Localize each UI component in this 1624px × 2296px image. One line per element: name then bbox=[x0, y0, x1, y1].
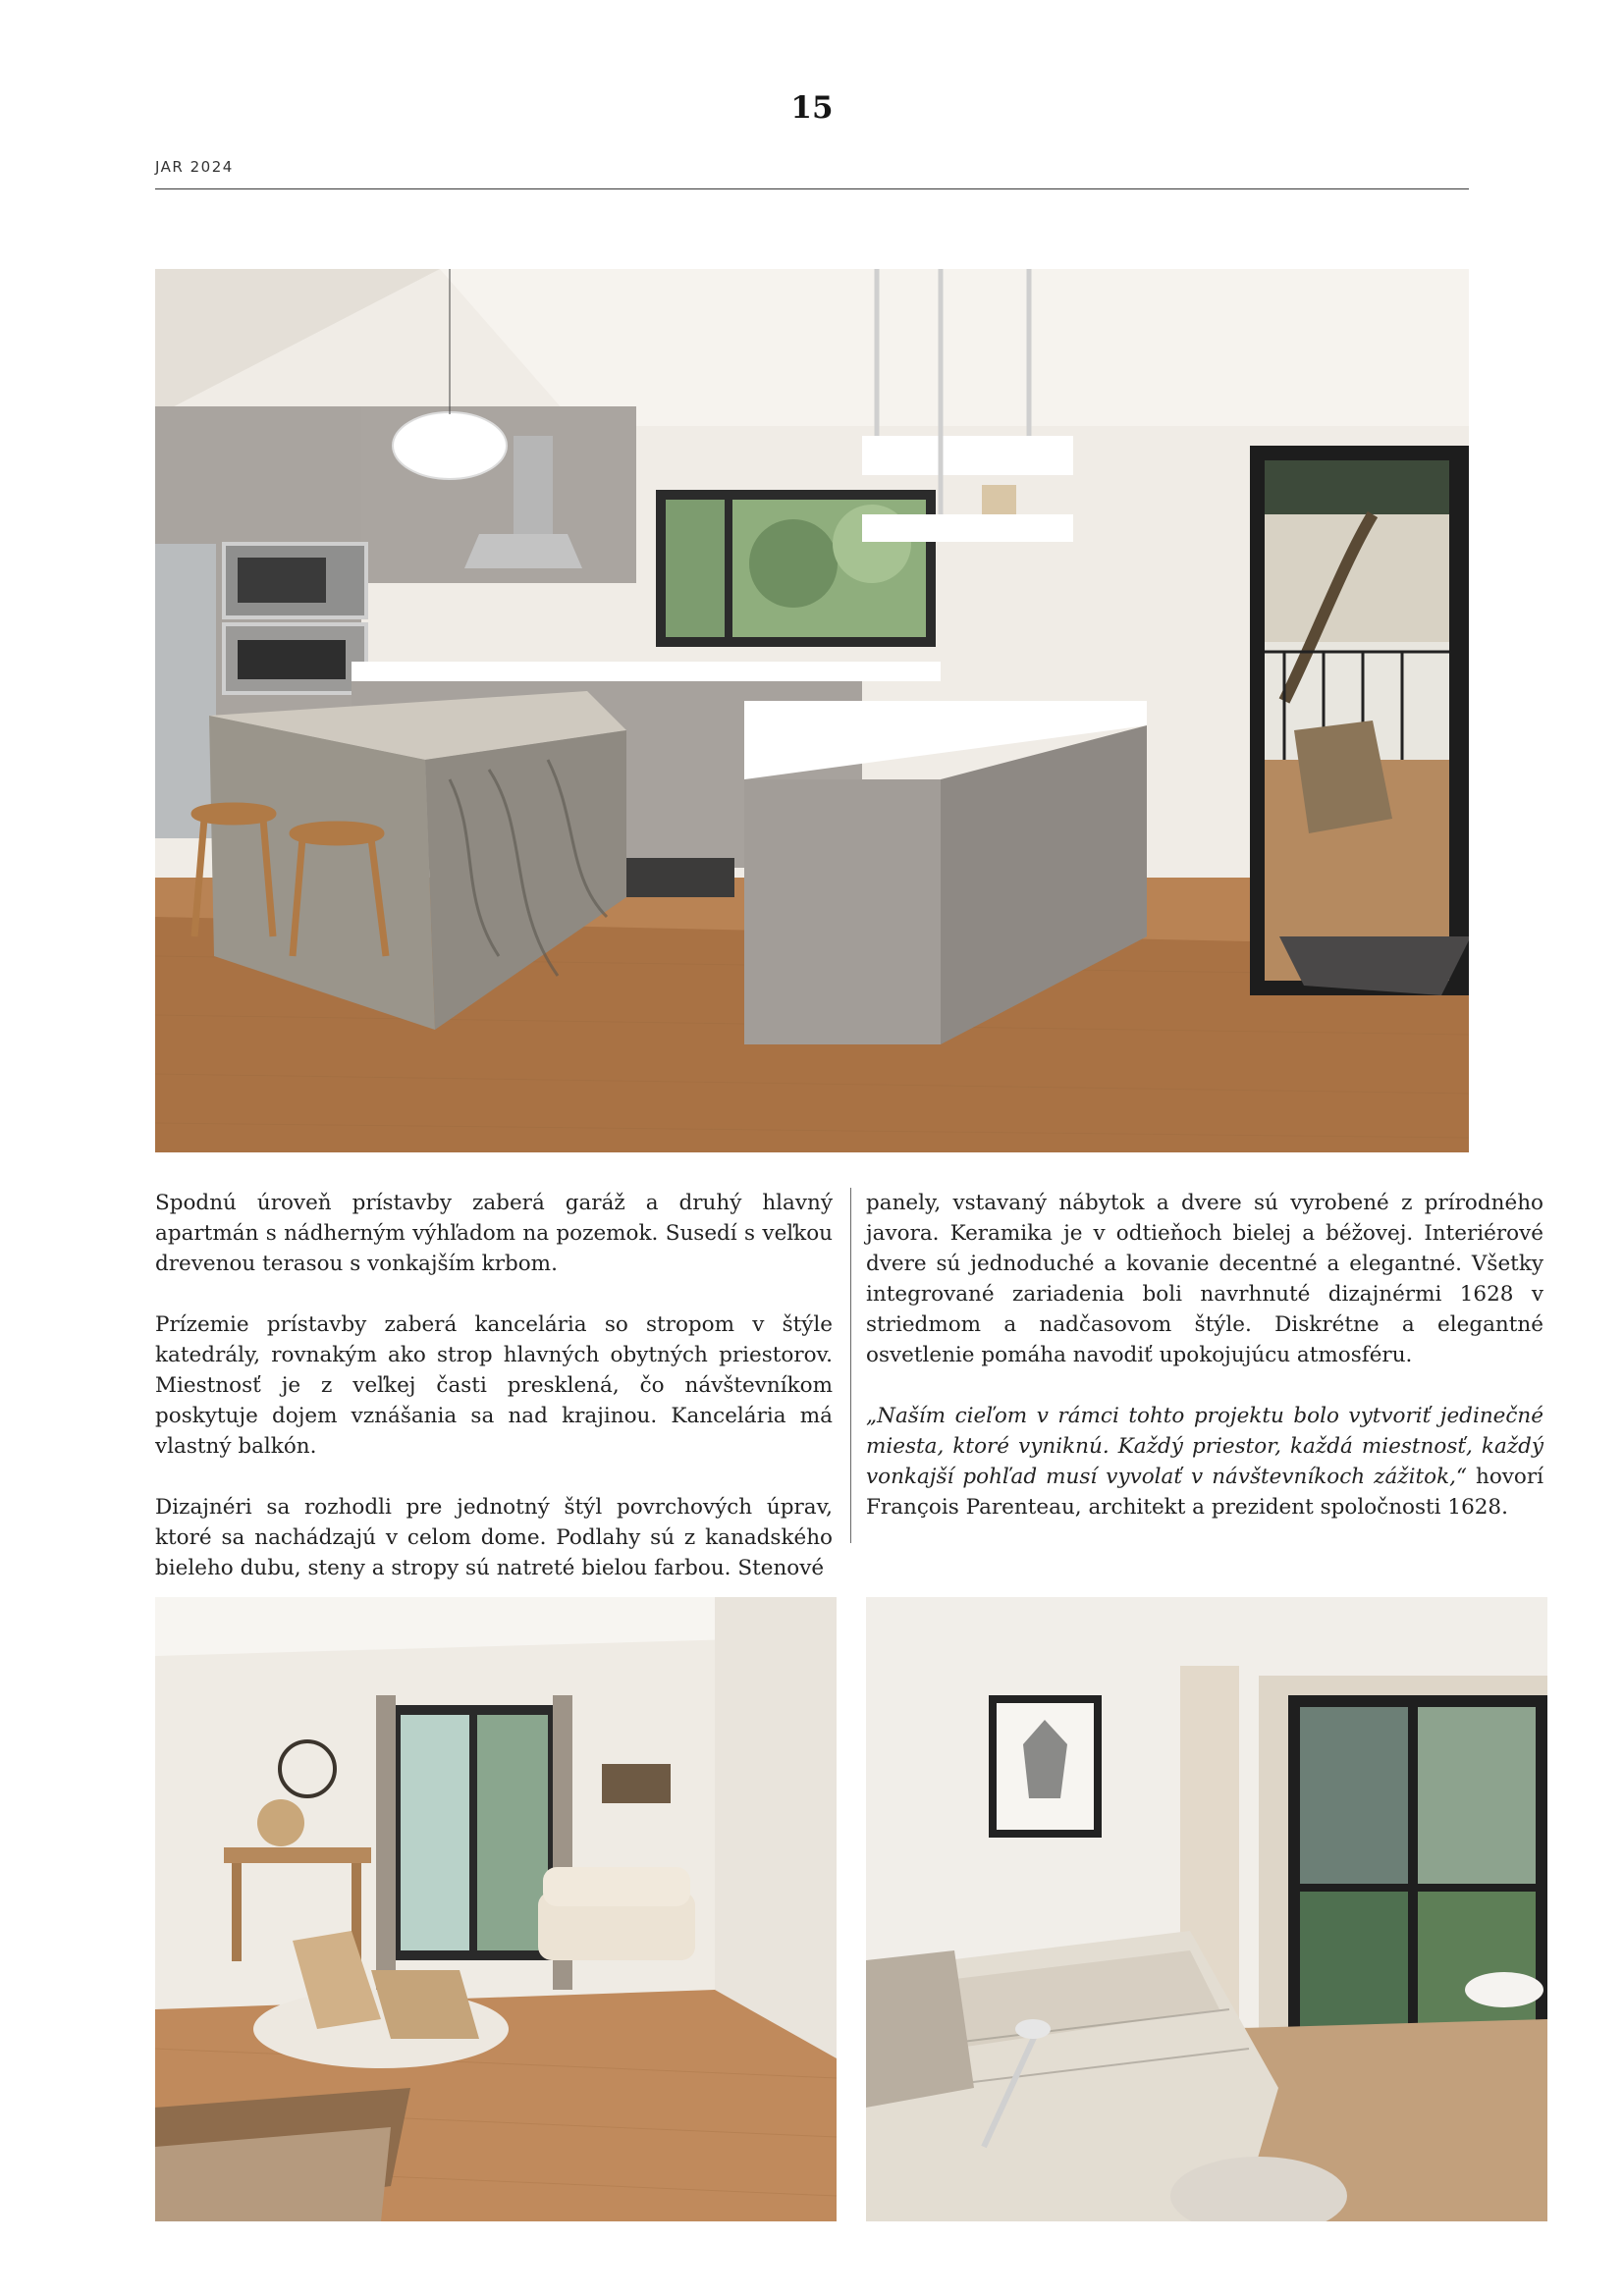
paragraph-office: Prízemie prístavby zaberá kancelária so stropom v štýle katedrály, rovnakým ako strop hlavných obytných priestorov. Miestnosť je z veľkej časti presklená, čo návštevníkom poskytuje dojem vznášania sa nad krajinou. Kancelária má vlastný balkón. bbox=[155, 1312, 833, 1459]
architect-quote bbox=[866, 1401, 1543, 1522]
kitchen-photo bbox=[155, 269, 1469, 1152]
quote-attribution: hovorí François Parenteau, architekt a prezident spoločnosti 1628. bbox=[866, 1465, 1544, 1520]
paragraph-materials: panely, vstavaný nábytok a dvere sú vyrobené z prírodného javora. Keramika je v odtieňoch bielej a béžovej. Interiérové dvere sú jednoduché a kovanie decentné a elegantné. Všetky integrované zariadenia boli navrhnuté dizajnérmi 1628 v striedmom a nadčasovom štýle. Diskrétne a elegantné osvetlenie pomáha navodiť upokojujúcu atmosféru. bbox=[866, 1191, 1543, 1367]
bedroom-photo bbox=[866, 1597, 1547, 2221]
issue-label: JAR 2024 bbox=[155, 158, 234, 176]
article-column-left bbox=[155, 1188, 833, 1614]
column-divider bbox=[850, 1188, 851, 1543]
living-room-photo bbox=[155, 1597, 837, 2221]
quote-text: „Naším cieľom v rámci tohto projektu bolo vytvoriť jedinečné miesta, ktoré vyniknú. Každý priestor, každá miestnosť, každý vonkajší pohľad musí vyvolať v návštevníkoch zážitok,“ bbox=[866, 1404, 1543, 1489]
paragraph-finishes: Dizajnéri sa rozhodli pre jednotný štýl povrchových úprav, ktoré sa nachádzajú v celom dome. Podlahy sú z kanadského bieleho dubu, steny a stropy sú natreté bielou farbou. Stenové bbox=[155, 1495, 833, 1580]
article-column-right bbox=[866, 1188, 1543, 1553]
header-rule bbox=[155, 188, 1469, 189]
page-number: 15 bbox=[790, 90, 834, 126]
paragraph-garage: Spodnú úroveň prístavby zaberá garáž a druhý hlavný apartmán s nádherným výhľadom na pozemok. Susedí s veľkou drevenou terasou s vonkajším krbom. bbox=[155, 1191, 833, 1276]
